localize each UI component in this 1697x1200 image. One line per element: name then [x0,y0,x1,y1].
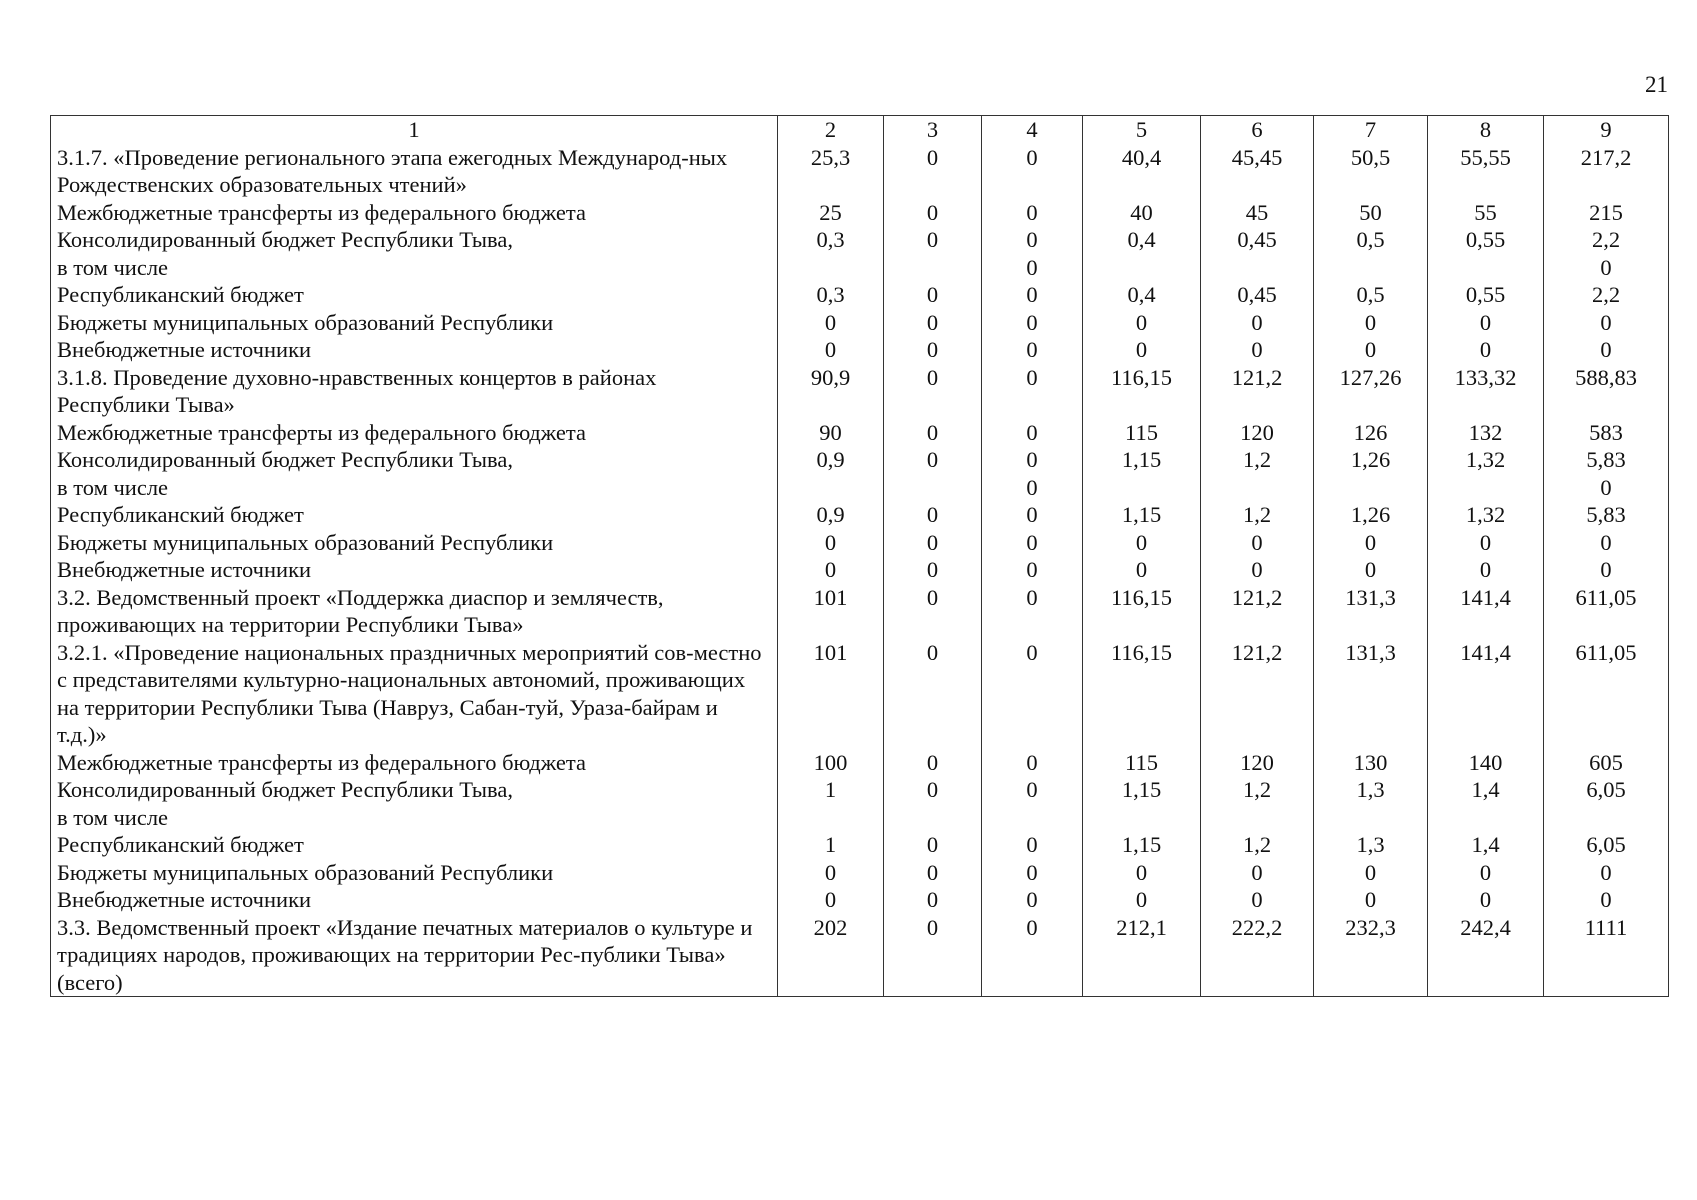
column-header-7: 7 [1314,116,1428,144]
value-cell-col-2: 0,3 [778,281,884,309]
row-label: Бюджеты муниципальных образований Республики [51,529,778,557]
value-cell-col-7: 1,26 [1314,501,1428,529]
value-cell-col-8: 141,4 [1428,639,1544,749]
value-cell-col-8: 1,32 [1428,446,1544,474]
value-cell-col-4: 0 [982,474,1083,502]
table-body [51,144,1669,997]
value-cell-col-6: 45 [1201,199,1314,227]
value-cell-col-5: 1,15 [1083,776,1201,804]
value-cell-col-7: 0,5 [1314,226,1428,254]
row-label: Внебюджетные источники [51,886,778,914]
value-cell-col-8: 242,4 [1428,914,1544,997]
value-cell-col-9: 605 [1544,749,1669,777]
value-cell-col-6: 0 [1201,529,1314,557]
table-row [51,584,1669,639]
value-cell-col-5: 0 [1083,859,1201,887]
value-cell-col-2: 101 [778,639,884,749]
value-cell-col-2: 90,9 [778,364,884,419]
value-cell-col-7: 0 [1314,859,1428,887]
value-cell-col-6: 0 [1201,859,1314,887]
row-label: Бюджеты муниципальных образований Республики [51,859,778,887]
value-cell-col-7: 1,26 [1314,446,1428,474]
value-cell-col-4: 0 [982,309,1083,337]
value-cell-col-8: 55 [1428,199,1544,227]
value-cell-col-3 [884,254,982,282]
value-cell-col-9: 6,05 [1544,776,1669,804]
value-cell-col-5: 0,4 [1083,281,1201,309]
header-row [51,116,1669,144]
value-cell-col-2 [778,804,884,832]
value-cell-col-3: 0 [884,144,982,199]
value-cell-col-7 [1314,474,1428,502]
value-cell-col-6: 0,45 [1201,226,1314,254]
value-cell-col-8 [1428,474,1544,502]
value-cell-col-3: 0 [884,859,982,887]
value-cell-col-5: 0,4 [1083,226,1201,254]
value-cell-col-8: 0 [1428,886,1544,914]
table-row [51,529,1669,557]
value-cell-col-5: 1,15 [1083,831,1201,859]
value-cell-col-4: 0 [982,886,1083,914]
value-cell-col-2: 1 [778,831,884,859]
value-cell-col-9: 1111 [1544,914,1669,997]
value-cell-col-3: 0 [884,446,982,474]
table-row [51,364,1669,419]
value-cell-col-7: 232,3 [1314,914,1428,997]
row-label: Консолидированный бюджет Республики Тыва, [51,446,778,474]
value-cell-col-8: 1,4 [1428,831,1544,859]
row-label: Межбюджетные трансферты из федерального бюджета [51,749,778,777]
value-cell-col-3: 0 [884,501,982,529]
column-header-2: 2 [778,116,884,144]
value-cell-col-7: 0 [1314,556,1428,584]
value-cell-col-9: 0 [1544,336,1669,364]
value-cell-col-9 [1544,804,1669,832]
row-label: Консолидированный бюджет Республики Тыва, [51,776,778,804]
value-cell-col-7: 0,5 [1314,281,1428,309]
value-cell-col-8: 140 [1428,749,1544,777]
value-cell-col-6: 1,2 [1201,501,1314,529]
value-cell-col-6: 1,2 [1201,446,1314,474]
value-cell-col-5: 116,15 [1083,584,1201,639]
value-cell-col-8: 0,55 [1428,281,1544,309]
value-cell-col-3: 0 [884,584,982,639]
row-label: Республиканский бюджет [51,831,778,859]
value-cell-col-2: 0,3 [778,226,884,254]
value-cell-col-3: 0 [884,556,982,584]
value-cell-col-5: 0 [1083,556,1201,584]
value-cell-col-8: 0 [1428,859,1544,887]
value-cell-col-7: 50,5 [1314,144,1428,199]
value-cell-col-2: 0,9 [778,446,884,474]
value-cell-col-5: 212,1 [1083,914,1201,997]
value-cell-col-2: 0 [778,309,884,337]
value-cell-col-9: 611,05 [1544,639,1669,749]
value-cell-col-8: 0,55 [1428,226,1544,254]
value-cell-col-3 [884,474,982,502]
table-row [51,144,1669,199]
value-cell-col-7: 130 [1314,749,1428,777]
value-cell-col-6: 1,2 [1201,831,1314,859]
value-cell-col-4: 0 [982,199,1083,227]
value-cell-col-2: 0 [778,529,884,557]
value-cell-col-8 [1428,804,1544,832]
value-cell-col-8: 1,4 [1428,776,1544,804]
page-number: 21 [1645,72,1668,97]
table-row [51,914,1669,997]
value-cell-col-8 [1428,254,1544,282]
value-cell-col-2 [778,474,884,502]
value-cell-col-5 [1083,254,1201,282]
value-cell-col-8: 0 [1428,336,1544,364]
table-row [51,474,1669,502]
value-cell-col-5: 0 [1083,309,1201,337]
table-row [51,501,1669,529]
value-cell-col-5: 116,15 [1083,639,1201,749]
column-header-1: 1 [51,116,778,144]
row-label: Консолидированный бюджет Республики Тыва, [51,226,778,254]
value-cell-col-4: 0 [982,914,1083,997]
value-cell-col-2: 100 [778,749,884,777]
value-cell-col-2: 0 [778,336,884,364]
value-cell-col-3: 0 [884,419,982,447]
value-cell-col-8: 55,55 [1428,144,1544,199]
table-row [51,639,1669,749]
value-cell-col-8: 132 [1428,419,1544,447]
value-cell-col-4: 0 [982,226,1083,254]
value-cell-col-4: 0 [982,281,1083,309]
value-cell-col-4: 0 [982,639,1083,749]
value-cell-col-9: 0 [1544,474,1669,502]
value-cell-col-6: 0 [1201,886,1314,914]
value-cell-col-7: 127,26 [1314,364,1428,419]
value-cell-col-6 [1201,254,1314,282]
column-header-4: 4 [982,116,1083,144]
column-header-3: 3 [884,116,982,144]
value-cell-col-3: 0 [884,281,982,309]
value-cell-col-7: 0 [1314,336,1428,364]
value-cell-col-6: 1,2 [1201,776,1314,804]
value-cell-col-6: 120 [1201,419,1314,447]
value-cell-col-8: 1,32 [1428,501,1544,529]
value-cell-col-6 [1201,804,1314,832]
value-cell-col-4: 0 [982,446,1083,474]
value-cell-col-7: 0 [1314,309,1428,337]
table-row [51,776,1669,804]
value-cell-col-5: 0 [1083,886,1201,914]
value-cell-col-7: 0 [1314,886,1428,914]
row-label: в том числе [51,804,778,832]
value-cell-col-3: 0 [884,364,982,419]
row-label: 3.2.1. «Проведение национальных праздничных мероприятий сов-местно с представителями культурно-национальных автономий, проживающих на территории Республики Тыва (Навруз, Сабан-туй, Ураза-байрам и т.д.)» [51,639,778,749]
budget-table [50,115,1669,997]
row-label: Межбюджетные трансферты из федерального бюджета [51,199,778,227]
value-cell-col-5 [1083,474,1201,502]
value-cell-col-9: 0 [1544,529,1669,557]
value-cell-col-4: 0 [982,336,1083,364]
value-cell-col-2: 0 [778,859,884,887]
row-label: Бюджеты муниципальных образований Республики [51,309,778,337]
value-cell-col-2: 90 [778,419,884,447]
value-cell-col-5: 40,4 [1083,144,1201,199]
value-cell-col-9: 0 [1544,254,1669,282]
value-cell-col-5: 1,15 [1083,501,1201,529]
value-cell-col-4: 0 [982,529,1083,557]
row-label: Внебюджетные источники [51,336,778,364]
row-label: Республиканский бюджет [51,281,778,309]
table-row [51,199,1669,227]
row-label: в том числе [51,474,778,502]
value-cell-col-2: 0 [778,556,884,584]
table-row [51,419,1669,447]
value-cell-col-4 [982,804,1083,832]
value-cell-col-9: 611,05 [1544,584,1669,639]
value-cell-col-6: 121,2 [1201,639,1314,749]
value-cell-col-4: 0 [982,364,1083,419]
value-cell-col-6: 121,2 [1201,584,1314,639]
column-header-9: 9 [1544,116,1669,144]
value-cell-col-7: 0 [1314,529,1428,557]
row-label: 3.3. Ведомственный проект «Издание печатных материалов о культуре и традициях народов, проживающих на территории Рес-публики Тыва» (всего) [51,914,778,997]
value-cell-col-6: 0 [1201,556,1314,584]
table-row [51,254,1669,282]
value-cell-col-9: 588,83 [1544,364,1669,419]
table-row [51,556,1669,584]
value-cell-col-2 [778,254,884,282]
value-cell-col-4: 0 [982,556,1083,584]
value-cell-col-7: 50 [1314,199,1428,227]
value-cell-col-6: 222,2 [1201,914,1314,997]
value-cell-col-8: 0 [1428,309,1544,337]
row-label: 3.1.7. «Проведение регионального этапа ежегодных Международ-ных Рождественских образовательных чтений» [51,144,778,199]
value-cell-col-8: 0 [1428,556,1544,584]
value-cell-col-3: 0 [884,776,982,804]
value-cell-col-8: 0 [1428,529,1544,557]
value-cell-col-7 [1314,254,1428,282]
value-cell-col-9: 2,2 [1544,281,1669,309]
table-row [51,886,1669,914]
table-row [51,309,1669,337]
table-row [51,446,1669,474]
value-cell-col-5: 0 [1083,529,1201,557]
value-cell-col-6 [1201,474,1314,502]
value-cell-col-5: 40 [1083,199,1201,227]
value-cell-col-9: 6,05 [1544,831,1669,859]
table-row [51,831,1669,859]
value-cell-col-7: 126 [1314,419,1428,447]
value-cell-col-3: 0 [884,226,982,254]
value-cell-col-3: 0 [884,639,982,749]
value-cell-col-6: 0,45 [1201,281,1314,309]
value-cell-col-5: 1,15 [1083,446,1201,474]
row-label: 3.1.8. Проведение духовно-нравственных концертов в районах Республики Тыва» [51,364,778,419]
table-row [51,749,1669,777]
value-cell-col-4: 0 [982,776,1083,804]
value-cell-col-3: 0 [884,309,982,337]
row-label: 3.2. Ведомственный проект «Поддержка диаспор и землячеств, проживающих на территории Республики Тыва» [51,584,778,639]
value-cell-col-9: 2,2 [1544,226,1669,254]
value-cell-col-6: 121,2 [1201,364,1314,419]
value-cell-col-6: 120 [1201,749,1314,777]
value-cell-col-4: 0 [982,144,1083,199]
value-cell-col-3: 0 [884,914,982,997]
table-row [51,859,1669,887]
row-label: в том числе [51,254,778,282]
value-cell-col-9: 0 [1544,309,1669,337]
value-cell-col-6: 0 [1201,309,1314,337]
value-cell-col-9: 5,83 [1544,501,1669,529]
value-cell-col-9: 0 [1544,886,1669,914]
value-cell-col-3: 0 [884,749,982,777]
value-cell-col-5: 116,15 [1083,364,1201,419]
value-cell-col-2: 0 [778,886,884,914]
value-cell-col-9: 217,2 [1544,144,1669,199]
value-cell-col-3: 0 [884,199,982,227]
value-cell-col-2: 0,9 [778,501,884,529]
value-cell-col-9: 0 [1544,556,1669,584]
value-cell-col-5: 115 [1083,419,1201,447]
value-cell-col-2: 1 [778,776,884,804]
value-cell-col-9: 5,83 [1544,446,1669,474]
value-cell-col-4: 0 [982,749,1083,777]
value-cell-col-2: 25 [778,199,884,227]
value-cell-col-9: 0 [1544,859,1669,887]
value-cell-col-3: 0 [884,529,982,557]
value-cell-col-8: 133,32 [1428,364,1544,419]
value-cell-col-6: 0 [1201,336,1314,364]
value-cell-col-5: 115 [1083,749,1201,777]
row-label: Внебюджетные источники [51,556,778,584]
value-cell-col-5: 0 [1083,336,1201,364]
table-row [51,336,1669,364]
value-cell-col-4: 0 [982,254,1083,282]
value-cell-col-7 [1314,804,1428,832]
column-header-6: 6 [1201,116,1314,144]
value-cell-col-2: 101 [778,584,884,639]
value-cell-col-3: 0 [884,336,982,364]
value-cell-col-4: 0 [982,859,1083,887]
value-cell-col-7: 131,3 [1314,584,1428,639]
value-cell-col-9: 583 [1544,419,1669,447]
value-cell-col-5 [1083,804,1201,832]
column-header-5: 5 [1083,116,1201,144]
value-cell-col-7: 1,3 [1314,831,1428,859]
value-cell-col-3: 0 [884,886,982,914]
value-cell-col-2: 25,3 [778,144,884,199]
table-row [51,226,1669,254]
value-cell-col-9: 215 [1544,199,1669,227]
value-cell-col-6: 45,45 [1201,144,1314,199]
value-cell-col-2: 202 [778,914,884,997]
row-label: Межбюджетные трансферты из федерального бюджета [51,419,778,447]
value-cell-col-4: 0 [982,419,1083,447]
value-cell-col-3 [884,804,982,832]
value-cell-col-4: 0 [982,831,1083,859]
value-cell-col-8: 141,4 [1428,584,1544,639]
row-label: Республиканский бюджет [51,501,778,529]
value-cell-col-4: 0 [982,501,1083,529]
column-header-8: 8 [1428,116,1544,144]
value-cell-col-7: 1,3 [1314,776,1428,804]
value-cell-col-3: 0 [884,831,982,859]
table-row [51,804,1669,832]
value-cell-col-4: 0 [982,584,1083,639]
value-cell-col-7: 131,3 [1314,639,1428,749]
table-row [51,281,1669,309]
